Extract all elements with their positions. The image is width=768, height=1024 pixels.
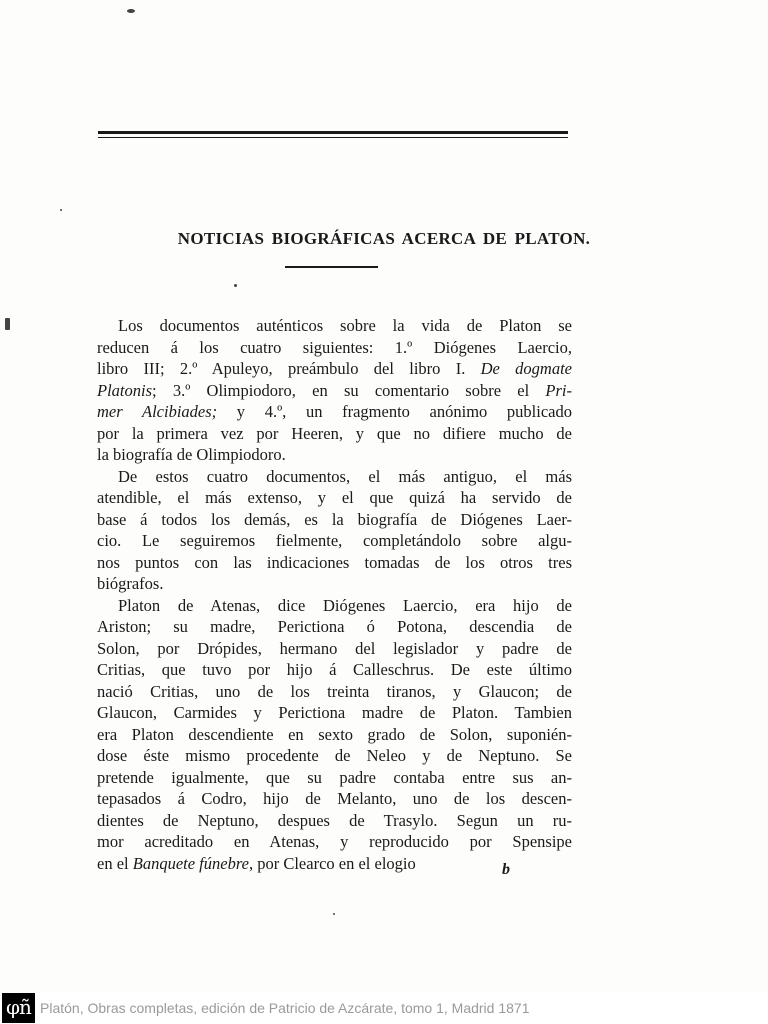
text-line: en el Banquete fúnebre, por Clearco en el elogio xyxy=(97,853,416,873)
text-line: mor acreditado en Atenas, y reproducido por Spensipe xyxy=(97,832,572,851)
paragraph xyxy=(97,595,572,875)
text-line: mer Alcibiades; y 4.º, un fragmento anónimo publicado xyxy=(97,402,572,421)
text-line: dientes de Neptuno, despues de Trasylo. Segun un ru- xyxy=(97,810,572,830)
text-line: Glaucon, Carmides y Perictiona madre de Platon. Tambien xyxy=(97,703,572,722)
text-line: por la primera vez por Heeren, y que no difiere mucho de xyxy=(97,423,572,443)
text-line: reducen á los cuatro siguientes: 1.º Diógenes Laercio, xyxy=(97,337,572,357)
page-title: NOTICIAS BIOGRÁFICAS ACERCA DE PLATON. xyxy=(177,229,591,248)
header-rule-thick xyxy=(98,131,568,134)
footer-bar xyxy=(0,993,768,1024)
text-line: nació Critias, uno de los treinta tiranos, y Glaucon; de xyxy=(97,681,572,701)
title-divider xyxy=(285,266,378,268)
publisher-logo-icon: φñ xyxy=(2,993,35,1023)
text-line: era Platon descendiente en sexto grado de Solon, suponién- xyxy=(97,724,572,744)
header-rule-thin xyxy=(98,137,568,138)
paragraph xyxy=(97,466,572,595)
text-line: tepasados á Codro, hijo de Melanto, uno de los descen- xyxy=(97,789,572,808)
text-line: Ariston; su madre, Perictiona ó Potona, descendia de xyxy=(97,617,572,636)
footer-citation: Platón, Obras completas, edición de Patricio de Azcárate, tomo 1, Madrid 1871 xyxy=(40,1000,530,1016)
text-line: libro III; 2.º Apuleyo, preámbulo del libro I. De dogmate xyxy=(97,359,572,378)
text-line: Critias, que tuvo por hijo á Calleschrus. De este último xyxy=(97,660,572,679)
text-line: pretende igualmente, que su padre contaba entre sus an- xyxy=(97,767,572,787)
text-line: Platon de Atenas, dice Diógenes Laercio, era hijo de xyxy=(118,595,572,615)
text-line: cio. Le seguiremos fielmente, completándolo sobre algu- xyxy=(97,531,572,550)
text-line: atendible, el más extenso, y el que quizá ha servido de xyxy=(97,488,572,507)
scan-speck xyxy=(234,284,237,287)
text-line: biógrafos. xyxy=(97,574,164,593)
scan-speck xyxy=(5,318,10,330)
text-line: base á todos los demás, es la biografía de Diógenes Laer- xyxy=(97,509,572,529)
text-line: Solon, por Drópides, hermano del legislador y padre de xyxy=(97,638,572,658)
scan-speck xyxy=(333,913,335,915)
text-line: dose éste mismo procedente de Neleo y de Neptuno. Se xyxy=(97,746,572,765)
text-line: la biografía de Olimpiodoro. xyxy=(97,445,286,464)
scan-speck xyxy=(127,9,135,13)
paragraph xyxy=(97,315,572,466)
text-line: De estos cuatro documentos, el más antiguo, el más xyxy=(118,466,572,486)
signature-mark: b xyxy=(502,861,510,878)
text-line: nos puntos con las indicaciones tomadas de los otros tres xyxy=(97,552,572,572)
text-line: Platonis; 3.º Olimpiodoro, en su comentario sobre el Pri- xyxy=(97,380,572,400)
scan-speck xyxy=(60,209,62,211)
body-text xyxy=(97,315,572,874)
text-line: Los documentos auténticos sobre la vida de Platon se xyxy=(118,316,572,335)
